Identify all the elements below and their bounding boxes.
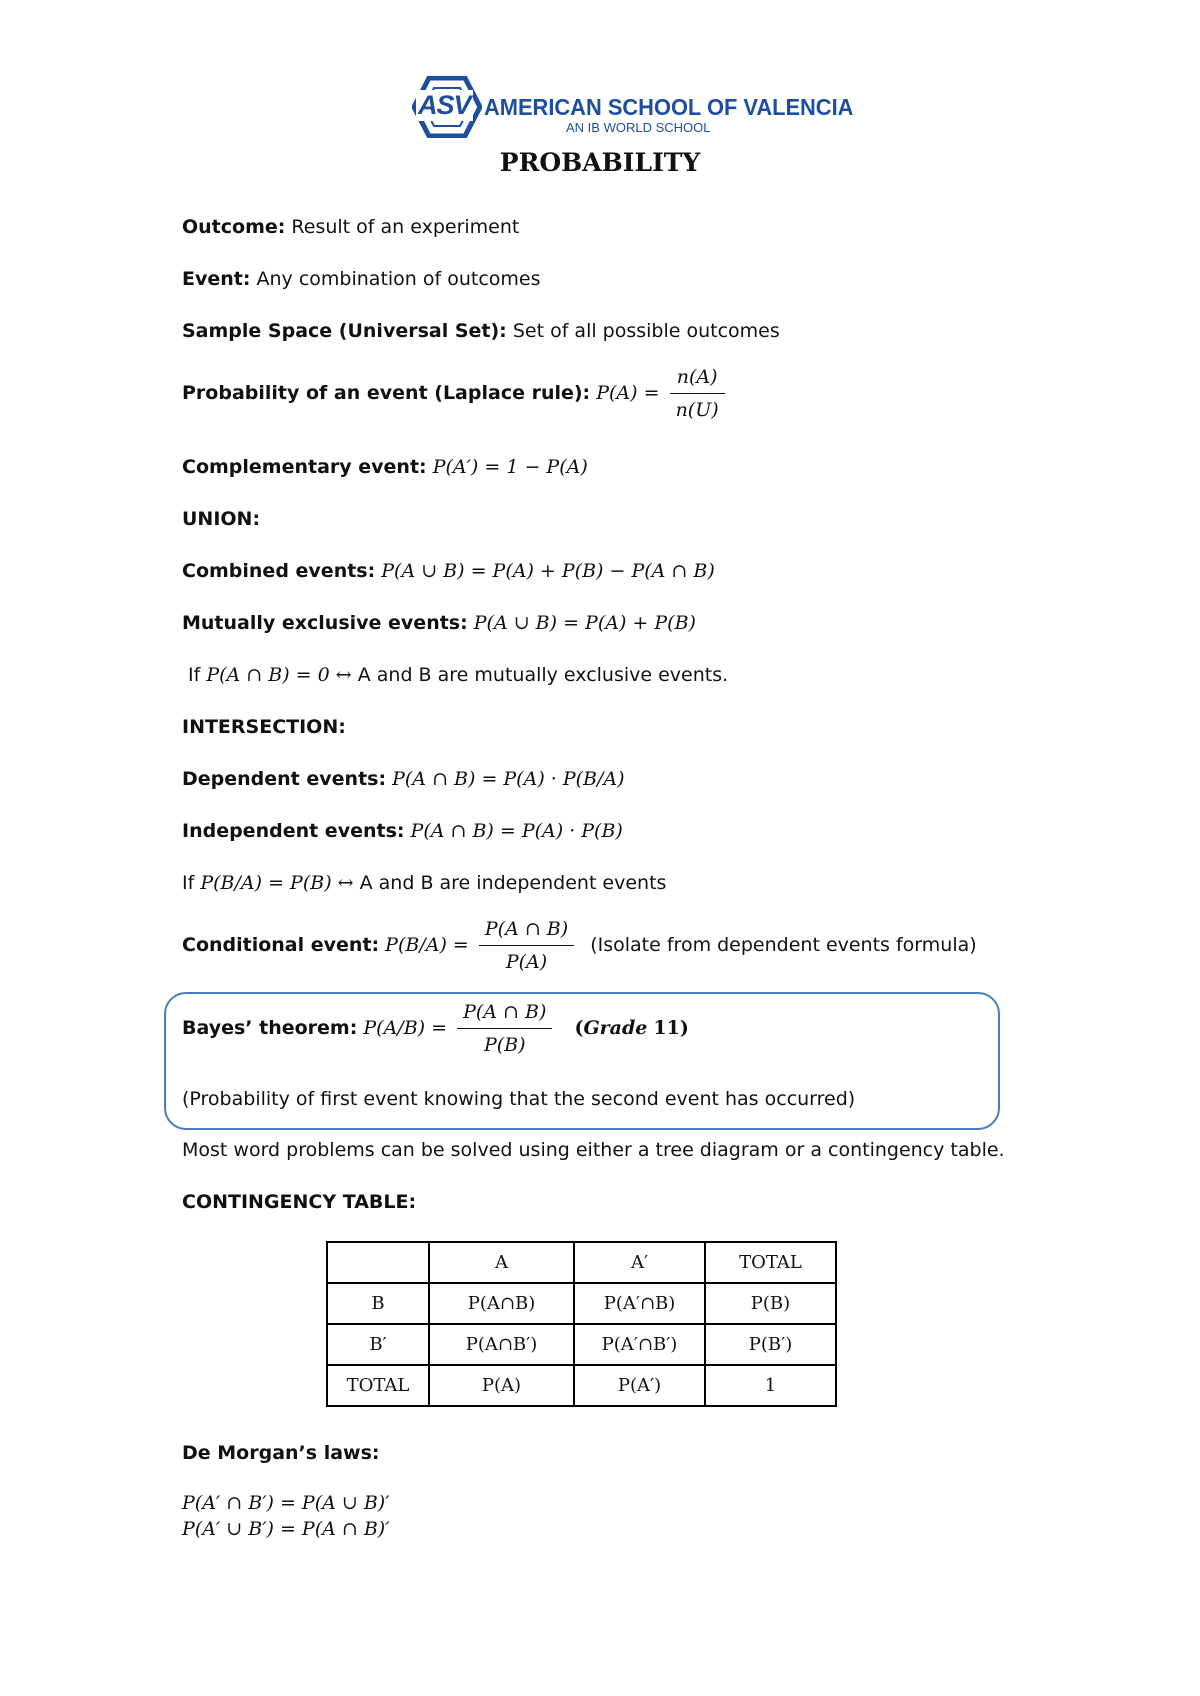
de-morgan-law-2: P(A′ ∪ B′) = P(A ∩ B)′ — [182, 1518, 390, 1540]
complementary-event — [182, 454, 588, 480]
bayes-numerator: P(A ∩ B) — [457, 999, 552, 1029]
laplace-denominator: n(U) — [675, 399, 719, 421]
word-problems-note: Most word problems can be solved using either a tree diagram or a contingency table. — [182, 1139, 1005, 1161]
laplace-fraction — [670, 364, 725, 423]
table-row — [327, 1324, 836, 1365]
dependent-formula: P(A ∩ B) = P(A) · P(B/A) — [392, 768, 625, 790]
table-cell: P(A′∩B′) — [574, 1324, 705, 1365]
table-cell: TOTAL — [327, 1365, 429, 1406]
table-cell: 1 — [705, 1365, 836, 1406]
event-label: Event: — [182, 268, 251, 290]
laplace-label: Probability of an event (Laplace rule): — [182, 382, 591, 404]
logo-mark: ASV — [418, 90, 471, 120]
sample-space-text: Set of all possible outcomes — [512, 320, 780, 342]
independent-condition — [182, 870, 666, 896]
mutual-formula: P(A ∪ B) = P(A) + P(B) — [473, 612, 696, 634]
combined-formula: P(A ∪ B) = P(A) + P(B) − P(A ∩ B) — [381, 560, 715, 582]
sample-space-label: Sample Space (Universal Set): — [182, 320, 507, 342]
table-cell — [327, 1242, 429, 1283]
combined-label: Combined events: — [182, 560, 376, 582]
de-morgan-heading: De Morgan’s laws: — [182, 1442, 380, 1464]
bayes-denominator: P(B) — [483, 1034, 526, 1056]
conditional-label: Conditional event: — [182, 934, 380, 956]
complementary-formula: P(A′) = 1 − P(A) — [432, 456, 588, 478]
table-cell: P(A∩B) — [429, 1283, 574, 1324]
conditional-event — [182, 916, 977, 975]
event-text: Any combination of outcomes — [256, 268, 541, 290]
outcome-definition — [182, 214, 519, 240]
independent-events — [182, 818, 623, 844]
school-tagline: AN IB WORLD SCHOOL — [566, 120, 711, 135]
independent-label: Independent events: — [182, 820, 405, 842]
sample-space-definition — [182, 318, 780, 344]
table-row — [327, 1242, 836, 1283]
conditional-lhs: P(B/A) = — [385, 934, 469, 956]
table-cell: P(B′) — [705, 1324, 836, 1365]
table-cell: B′ — [327, 1324, 429, 1365]
bayes-note: (Probability of first event knowing that the second event has occurred) — [182, 1088, 856, 1110]
intersection-heading: INTERSECTION: — [182, 716, 346, 738]
mutual-condition — [188, 662, 728, 688]
table-cell: A′ — [574, 1242, 705, 1283]
conditional-fraction — [479, 916, 574, 975]
bayes-grade-word: Grade — [583, 1017, 648, 1039]
dependent-events — [182, 766, 625, 792]
laplace-lhs: P(A) = — [596, 382, 660, 404]
table-cell: P(A′) — [574, 1365, 705, 1406]
mutual-if-formula: P(A ∩ B) = 0 ↔ — [206, 664, 352, 686]
table-cell: A — [429, 1242, 574, 1283]
mutual-if-text: A and B are mutually exclusive events. — [357, 664, 729, 686]
bayes-lhs: P(A/B) = — [363, 1017, 448, 1039]
contingency-table — [326, 1241, 837, 1407]
bayes-grade: (Grade 11) — [574, 1017, 689, 1039]
table-row — [327, 1365, 836, 1406]
table-cell: TOTAL — [705, 1242, 836, 1283]
mutual-label: Mutually exclusive events: — [182, 612, 468, 634]
page-title: PROBABILITY — [499, 148, 701, 177]
conditional-note: (Isolate from dependent events formula) — [590, 934, 977, 956]
independent-if: If — [182, 872, 195, 894]
complementary-label: Complementary event: — [182, 456, 427, 478]
dependent-label: Dependent events: — [182, 768, 387, 790]
independent-formula: P(A ∩ B) = P(A) · P(B) — [410, 820, 623, 842]
conditional-numerator: P(A ∩ B) — [479, 916, 574, 946]
combined-events — [182, 558, 715, 584]
mutual-if: If — [188, 664, 201, 686]
table-cell: P(A′∩B) — [574, 1283, 705, 1324]
table-cell: P(B) — [705, 1283, 836, 1324]
school-logo — [412, 76, 854, 138]
bayes-label: Bayes’ theorem: — [182, 1017, 358, 1039]
table-cell: P(A∩B′) — [429, 1324, 574, 1365]
outcome-label: Outcome: — [182, 216, 286, 238]
mutually-exclusive-events — [182, 610, 696, 636]
laplace-rule — [182, 364, 729, 423]
event-definition — [182, 266, 541, 292]
school-name: AMERICAN SCHOOL OF VALENCIA — [484, 94, 854, 120]
bayes-fraction — [457, 999, 552, 1058]
bayes-grade-number: 11) — [653, 1017, 689, 1039]
table-cell: P(A) — [429, 1365, 574, 1406]
independent-if-text: A and B are independent events — [359, 872, 667, 894]
laplace-numerator: n(A) — [670, 364, 725, 394]
bayes-theorem — [182, 999, 689, 1058]
outcome-text: Result of an experiment — [291, 216, 520, 238]
table-row — [327, 1283, 836, 1324]
table-cell: B — [327, 1283, 429, 1324]
independent-if-formula: P(B/A) = P(B) ↔ — [200, 872, 354, 894]
contingency-heading: CONTINGENCY TABLE: — [182, 1191, 417, 1213]
union-heading: UNION: — [182, 508, 261, 530]
conditional-denominator: P(A) — [505, 951, 548, 973]
de-morgan-law-1: P(A′ ∩ B′) = P(A ∪ B)′ — [182, 1492, 390, 1514]
